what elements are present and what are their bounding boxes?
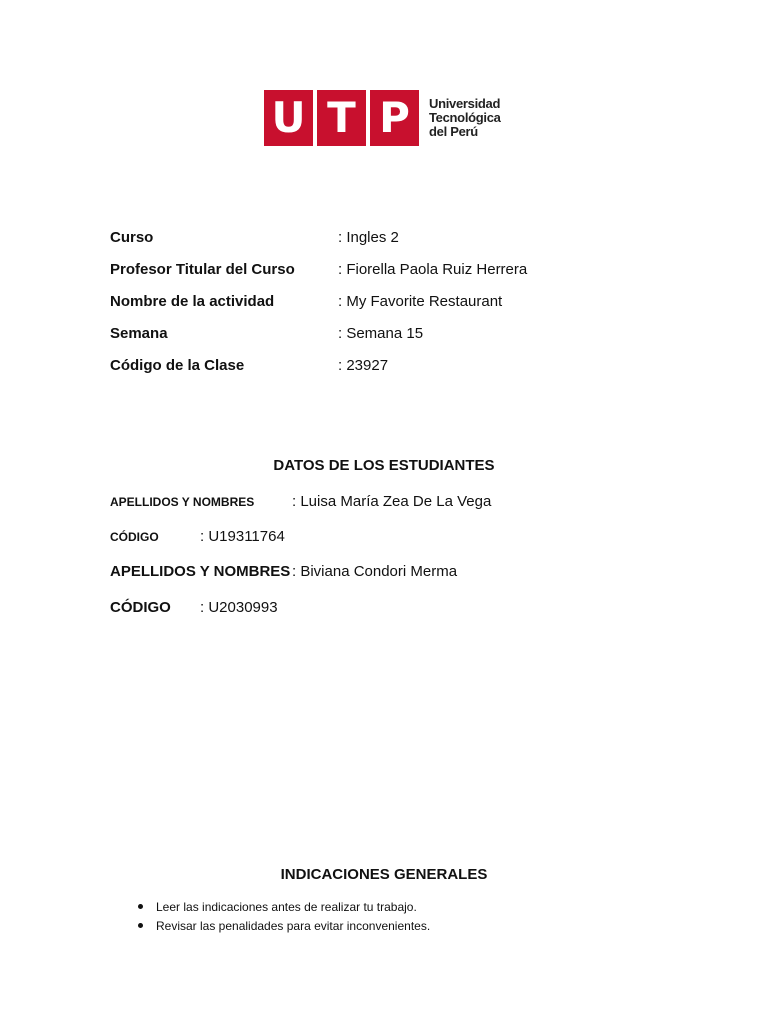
info-value: : Semana 15	[338, 325, 424, 342]
list-item	[138, 917, 430, 936]
student-name-value: : Biviana Condori Merma	[292, 563, 458, 580]
info-label: Profesor Titular del Curso	[110, 261, 295, 278]
list-item	[138, 898, 430, 917]
logo-university-name	[429, 97, 501, 139]
list-item-text: Leer las indicaciones antes de realizar tu trabajo.	[156, 900, 417, 914]
student-name-label: APELLIDOS Y NOMBRES	[110, 495, 255, 509]
bullet-icon	[138, 904, 143, 909]
logo-line-2: Tecnológica	[429, 110, 501, 125]
info-label: Semana	[110, 325, 168, 342]
student-code-label: CÓDIGO	[110, 530, 159, 544]
bullet-icon	[138, 923, 143, 928]
logo-line-3: del Perú	[429, 124, 478, 139]
logo-line-1: Universidad	[429, 96, 501, 111]
student-name-value: : Luisa María Zea De La Vega	[292, 493, 492, 510]
info-value: : My Favorite Restaurant	[338, 293, 503, 310]
logo-letter-p: P	[370, 90, 419, 146]
student-code-label: CÓDIGO	[110, 599, 171, 616]
general-section-title: INDICACIONES GENERALES	[280, 866, 488, 883]
info-value: : 23927	[338, 357, 389, 374]
utp-logo-mark	[264, 90, 419, 146]
list-item-text: Revisar las penalidades para evitar inconvenientes.	[156, 919, 431, 933]
student-code-value: : U19311764	[200, 528, 285, 545]
info-label: Nombre de la actividad	[110, 293, 275, 310]
info-label: Código de la Clase	[110, 357, 245, 374]
student-name-label: APELLIDOS Y NOMBRES	[110, 563, 291, 580]
general-instructions-list	[138, 898, 430, 936]
info-value: : Fiorella Paola Ruiz Herrera	[338, 261, 528, 278]
students-section-title: DATOS DE LOS ESTUDIANTES	[273, 457, 495, 474]
info-value: : Ingles 2	[338, 229, 399, 246]
student-code-value: : U2030993	[200, 599, 278, 616]
info-label: Curso	[110, 229, 154, 246]
logo-letter-u: U	[264, 90, 313, 146]
logo-letter-t: T	[317, 90, 366, 146]
utp-logo	[264, 90, 504, 146]
